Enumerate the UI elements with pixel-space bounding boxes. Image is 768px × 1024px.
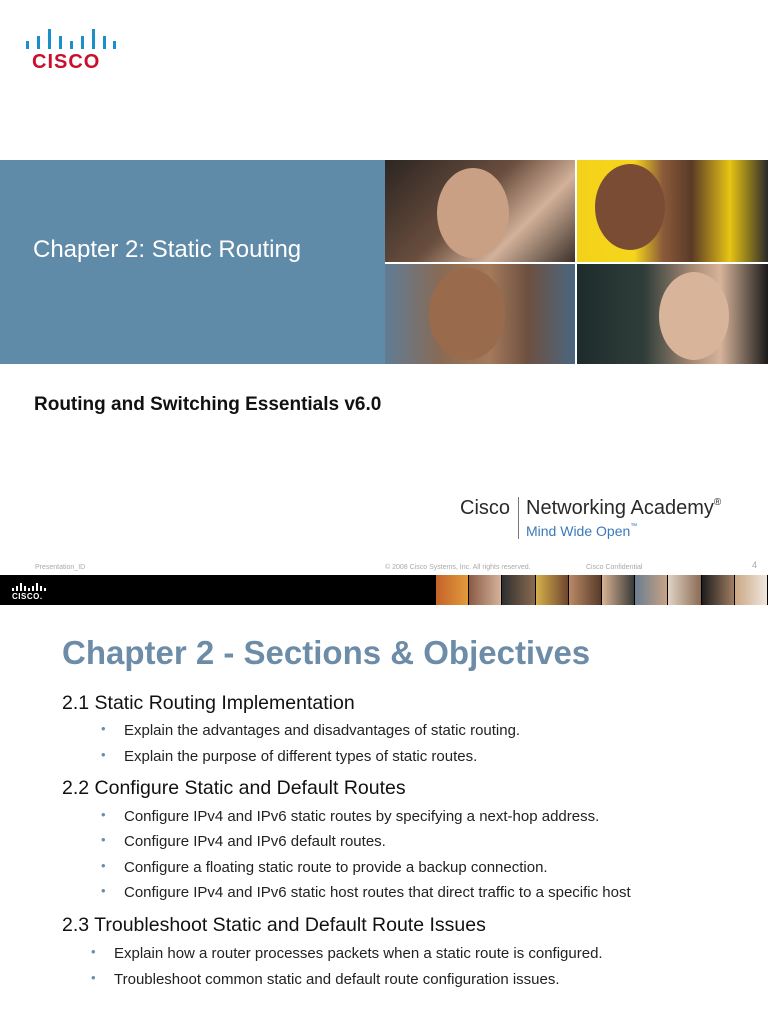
- list-item: • Configure a floating static route to provide a backup connection.: [101, 858, 548, 876]
- list-item: • Explain the advantages and disadvantages of static routing.: [101, 721, 521, 739]
- footer-copyright: © 2008 Cisco Systems, Inc. All rights reserved.: [385, 564, 531, 571]
- academy-tagline: Mind Wide Open™: [526, 523, 638, 539]
- list-item: • Explain how a router processes packets when a static route is configured.: [91, 944, 603, 962]
- academy-cisco-text: Cisco: [460, 497, 511, 519]
- cisco-bars-icon: [11, 582, 45, 591]
- bullet-icon: •: [101, 747, 106, 762]
- title-band: [0, 160, 385, 364]
- slide-title: Chapter 2: Static Routing: [33, 236, 302, 263]
- list-item: • Configure IPv4 and IPv6 static routes by specifying a next-hop address.: [101, 807, 600, 825]
- photo-collage: [385, 160, 768, 364]
- bullet-icon: •: [101, 721, 106, 736]
- photo-student-2: [577, 160, 768, 262]
- bullet-icon: •: [101, 858, 106, 873]
- academy-divider: [518, 497, 519, 539]
- list-item: • Explain the purpose of different types of static routes.: [101, 747, 478, 765]
- bullet-icon: •: [101, 807, 106, 822]
- bullet-icon: •: [101, 832, 106, 847]
- bullet-icon: •: [91, 970, 96, 985]
- cisco-logo: [24, 25, 116, 73]
- section-heading-2-1: 2.1 Static Routing Implementation: [62, 692, 355, 714]
- photo-student-3: [385, 264, 575, 364]
- header-cisco-logo: [11, 582, 45, 602]
- photo-student-4: [577, 264, 768, 364]
- section-heading-2-2: 2.2 Configure Static and Default Routes: [62, 777, 406, 799]
- course-subtitle: Routing and Switching Essentials v6.0: [34, 394, 382, 415]
- objectives-slide: [0, 573, 768, 1024]
- list-item: • Configure IPv4 and IPv6 default routes.: [101, 832, 386, 850]
- page-number: 4: [752, 560, 758, 570]
- bullet-icon: •: [101, 883, 106, 898]
- photo-student-1: [385, 160, 575, 262]
- header-bar: [0, 575, 768, 605]
- networking-academy-logo: [458, 495, 758, 545]
- footer-confidential: Cisco Confidential: [586, 564, 643, 571]
- academy-name: Networking Academy®: [526, 497, 722, 519]
- cisco-bars-icon: [24, 25, 116, 49]
- slide-title: Chapter 2 - Sections & Objectives: [62, 634, 591, 671]
- list-item: • Troubleshoot common static and default route configuration issues.: [91, 970, 560, 988]
- footer-presentation-id: Presentation_ID: [35, 564, 86, 571]
- bullet-icon: •: [91, 944, 96, 959]
- section-heading-2-3: 2.3 Troubleshoot Static and Default Route Issues: [62, 914, 486, 936]
- header-photo-strip: [436, 575, 768, 605]
- header-cisco-text: CISCO.: [12, 592, 43, 601]
- list-item: • Configure IPv4 and IPv6 static host routes that direct traffic to a specific host: [101, 883, 631, 901]
- cisco-logo-text: CISCO: [32, 51, 101, 73]
